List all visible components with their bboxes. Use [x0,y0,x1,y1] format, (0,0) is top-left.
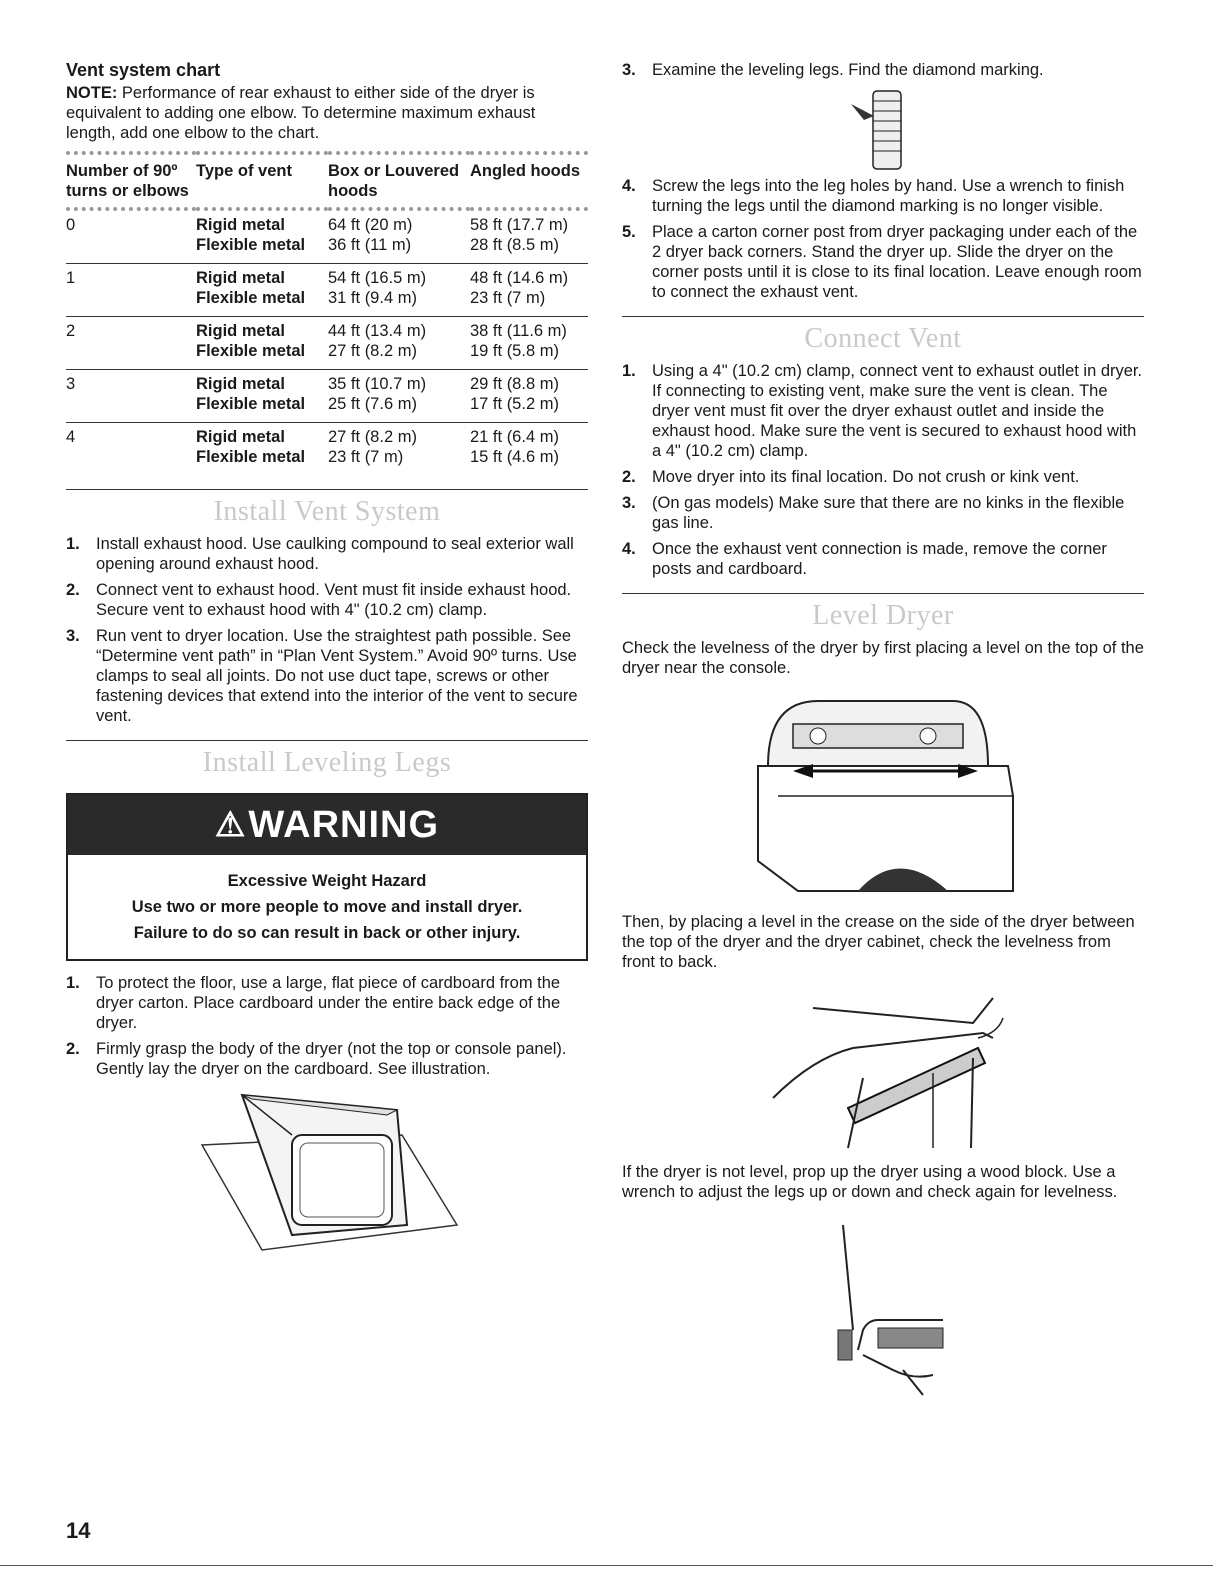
header-type: Type of vent [196,162,292,180]
leveling-legs-steps-right-cont [622,176,1144,302]
step-text: Firmly grasp the body of the dryer (not the top or console panel). Gently lay the dryer on the cardboard. See illustration. [96,1040,567,1078]
level-on-top-illustration [738,686,1028,906]
adjust-legs-illustration [783,1220,983,1400]
table-row [66,264,588,317]
vent-chart-note [66,83,588,143]
step-number: 1. [622,362,636,380]
cell-vent-type-line: Rigid metal [196,322,285,340]
install-vent-steps [66,534,588,726]
table-row [66,209,588,264]
cell-angled-hoods [470,209,588,264]
cell-angled-hoods [470,264,588,317]
table-row [66,370,588,423]
warning-box [66,793,588,961]
cell-box-hoods [328,209,470,264]
list-item [622,467,1144,487]
cell-vent-type-line: Flexible metal [196,342,306,360]
cell-vent-type [196,423,328,476]
cell-vent-type-line: Flexible metal [196,289,306,307]
header-box-hoods: Box or Louvered hoods [328,162,460,200]
cell-angled-hoods-line: 19 ft (5.8 m) [470,342,559,360]
dryer-on-cardboard-illustration [192,1085,462,1260]
cell-turns-line: 1 [66,269,76,287]
cell-angled-hoods-line: 23 ft (7 m) [470,289,546,307]
section-divider [66,740,588,741]
header-angled-hoods: Angled hoods [470,162,580,180]
cell-turns [66,264,196,317]
cell-box-hoods-line: 35 ft (10.7 m) [328,375,427,393]
connect-vent-title: Connect Vent [804,323,962,354]
warning-instruction: Use two or more people to move and install dryer. [131,898,523,916]
step-text: Connect vent to exhaust hood. Vent must fit inside exhaust hood. Secure vent to exhaust hood with 4" (10.2 cm) clamp. [96,581,572,619]
connect-vent-steps [622,361,1144,579]
cell-angled-hoods-line: 28 ft (8.5 m) [470,236,559,254]
step-text: Run vent to dryer location. Use the straightest path possible. See “Determine vent path” in “Plan Vent System.” Avoid 90º turns. Use clamps to seal all joints. Do not use duct tape, screws or other fastening devices that extend into the interior of the vent to secure vent. [96,627,578,725]
cell-vent-type [196,209,328,264]
cell-box-hoods-line: 31 ft (9.4 m) [328,289,417,307]
cell-angled-hoods-line: 29 ft (8.8 m) [470,375,559,393]
level-on-side-illustration [753,978,1013,1158]
table-row [66,423,588,476]
list-item: 4. Screw the legs into the leg holes by hand. Use a wrench to finish turning the legs until the diamond marking is no longer visible. [622,177,1125,215]
page-number: 14 [66,1518,91,1543]
note-text: Performance of rear exhaust to either side of the dryer is equivalent to adding one elbow. To determine maximum exhaust length, add one elbow to the chart. [66,84,536,142]
cell-box-hoods [328,423,470,476]
step-number: 4. [622,540,636,558]
cell-box-hoods-line: 36 ft (11 m) [328,236,412,254]
cell-box-hoods-line: 25 ft (7.6 m) [328,395,417,413]
cell-angled-hoods-line: 15 ft (4.6 m) [470,448,559,466]
cell-vent-type-line: Flexible metal [196,395,306,413]
level-dryer-para2: Then, by placing a level in the crease on the side of the dryer between the top of the dryer and the dryer cabinet, check the levelness from front to back. [622,913,1135,971]
cell-vent-type-line: Rigid metal [196,375,285,393]
cell-box-hoods [328,317,470,370]
cell-box-hoods [328,264,470,317]
cell-box-hoods-line: 64 ft (20 m) [328,216,413,234]
install-vent-title: Install Vent System [213,496,441,527]
level-dryer-para3: If the dryer is not level, prop up the dryer using a wood block. Use a wrench to adjust the legs up or down and check again for levelness. [622,1163,1118,1201]
leveling-leg-illustration [848,86,918,176]
cell-box-hoods-line: 27 ft (8.2 m) [328,428,417,446]
leveling-legs-steps-right [622,60,1144,80]
cell-box-hoods-line: 27 ft (8.2 m) [328,342,417,360]
cell-turns-line: 4 [66,428,76,446]
step-number: 3. [66,627,80,645]
cell-vent-type [196,264,328,317]
vent-chart-title: Vent system chart [66,60,221,80]
cell-angled-hoods [470,370,588,423]
cell-vent-type-line: Rigid metal [196,216,285,234]
vent-system-table [66,151,588,475]
cell-box-hoods [328,370,470,423]
cell-angled-hoods-line: 21 ft (6.4 m) [470,428,559,446]
list-item [66,1039,588,1079]
cell-vent-type-line: Flexible metal [196,448,306,466]
step-number: 2. [66,1040,80,1058]
cell-angled-hoods [470,317,588,370]
step-text: Using a 4" (10.2 cm) clamp, connect vent to exhaust outlet in dryer. If connecting to existing vent, make sure the vent is clean. The dryer vent must fit over the dryer exhaust outlet and inside the exhaust hood. Make sure the vent is secured to exhaust hood with a 4" (10.2 cm) clamp. [652,362,1143,460]
cell-angled-hoods [470,423,588,476]
warning-body [68,855,586,959]
cell-vent-type-line: Rigid metal [196,428,285,446]
page-bottom-rule [0,1565,1213,1566]
cell-turns-line: 3 [66,375,76,393]
section-divider [622,316,1144,317]
table-row [66,317,588,370]
step-number: 1. [66,974,80,992]
step-text: Once the exhaust vent connection is made, remove the corner posts and cardboard. [652,540,1107,578]
cell-box-hoods-line: 54 ft (16.5 m) [328,269,427,287]
warning-consequence: Failure to do so can result in back or other injury. [133,924,521,942]
list-item: 5. Place a carton corner post from dryer packaging under each of the 2 dryer back corners. Stand the dryer up. Slide the dryer on the corner posts until it is close to its final location. Leave enough room to connect the exhaust vent. [622,223,1142,301]
cell-vent-type-line: Rigid metal [196,269,285,287]
cell-angled-hoods-line: 38 ft (11.6 m) [470,322,567,340]
warning-hazard: Excessive Weight Hazard [227,872,427,890]
cell-angled-hoods-line: 48 ft (14.6 m) [470,269,569,287]
note-label: NOTE: [66,84,118,102]
cell-turns [66,423,196,476]
list-item: 3. Examine the leveling legs. Find the diamond marking. [622,61,1044,79]
step-number: 3. [622,494,636,512]
header-turns: Number of 90º turns or elbows [66,162,189,200]
cell-angled-hoods-line: 17 ft (5.2 m) [470,395,559,413]
cell-turns [66,370,196,423]
table-header-row [66,153,588,209]
cell-vent-type-line: Flexible metal [196,236,306,254]
level-dryer-title: Level Dryer [812,600,954,631]
list-item [66,626,588,726]
step-number: 2. [66,581,80,599]
list-item [66,580,588,620]
list-item [66,534,588,574]
step-number: 2. [622,468,636,486]
cell-turns-line: 2 [66,322,76,340]
list-item [66,973,588,1033]
warning-triangle-icon: ⚠ [214,806,247,844]
cell-vent-type [196,370,328,423]
cell-box-hoods-line: 23 ft (7 m) [328,448,404,466]
right-column [622,60,1144,1400]
step-text: To protect the floor, use a large, flat piece of cardboard from the dryer carton. Place cardboard under the entire back edge of the dryer. [96,974,561,1032]
cell-turns [66,317,196,370]
warning-header [68,795,586,855]
cell-turns-line: 0 [66,216,76,234]
warning-label: WARNING [248,803,440,846]
cell-vent-type [196,317,328,370]
section-divider [622,593,1144,594]
level-dryer-para1: Check the levelness of the dryer by first placing a level on the top of the dryer near the console. [622,639,1144,677]
install-legs-title: Install Leveling Legs [202,747,452,778]
install-legs-steps [66,973,588,1079]
list-item [622,539,1144,579]
step-text: Move dryer into its final location. Do not crush or kink vent. [652,468,1080,486]
step-number: 1. [66,535,80,553]
step-text: Install exhaust hood. Use caulking compound to seal exterior wall opening around exhaust hood. [96,535,574,573]
section-divider [66,489,588,490]
left-column [66,60,588,1260]
list-item [622,493,1144,533]
cell-turns [66,209,196,264]
list-item [622,361,1144,461]
step-text: (On gas models) Make sure that there are no kinks in the flexible gas line. [652,494,1125,532]
cell-box-hoods-line: 44 ft (13.4 m) [328,322,427,340]
cell-angled-hoods-line: 58 ft (17.7 m) [470,216,569,234]
